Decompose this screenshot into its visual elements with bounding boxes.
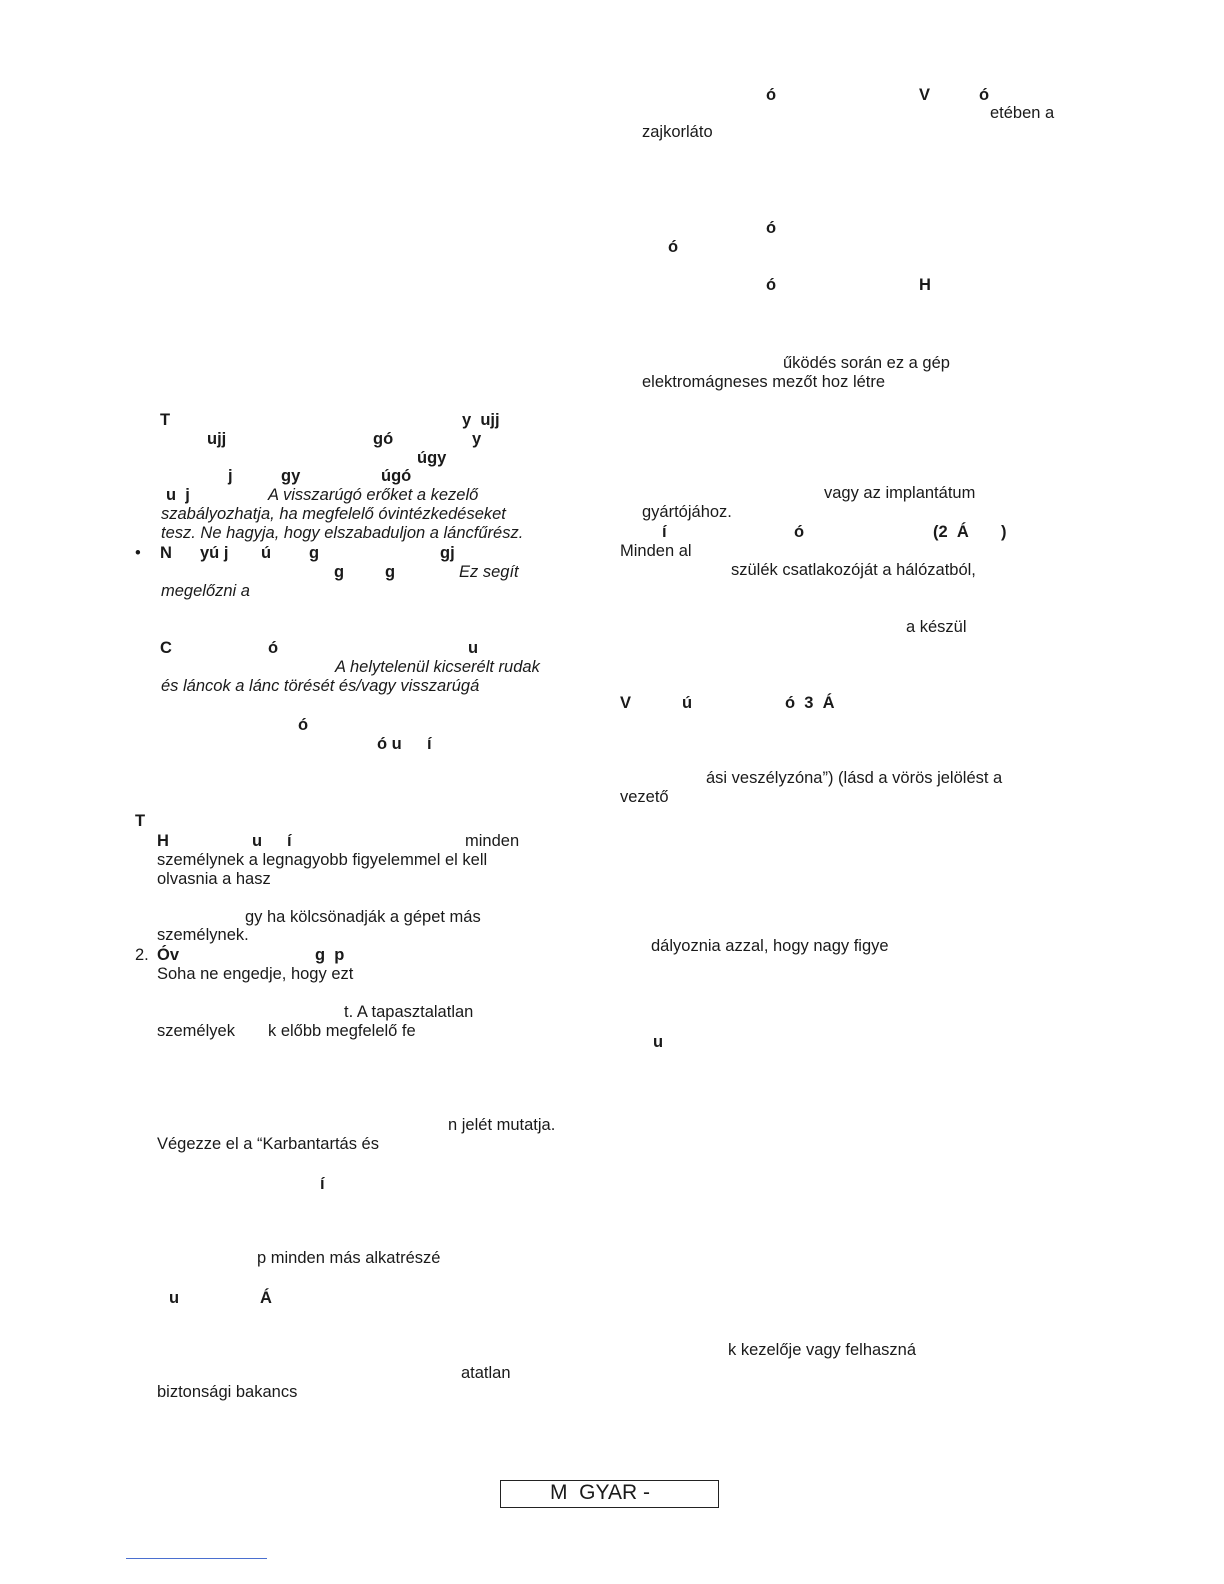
text-fragment: Minden al [620,542,692,560]
text-fragment: minden [465,832,520,850]
text-fragment: T [160,411,171,429]
text-fragment: és láncok a lánc törését és/vagy visszarúgá [161,677,480,695]
text-fragment: gj [440,544,455,562]
text-fragment: zajkorláto [642,123,713,141]
text-fragment: ási veszélyzóna”) (lásd a vörös jelölést a [706,769,1003,787]
text-fragment: V [919,86,931,104]
text-fragment: úgy [417,449,447,467]
text-fragment: személynek. [157,926,249,944]
text-fragment: A visszarúgó erőket a kezelő [268,486,479,504]
text-fragment: N [160,544,172,562]
footnote-rule [126,1558,267,1559]
text-fragment: A helytelenül kicserélt rudak [335,658,540,676]
text-fragment: személynek a legnagyobb figyelemmel el kell [157,851,488,869]
text-fragment: Óv [157,946,180,964]
text-fragment: ó [794,523,805,541]
text-fragment: n jelét mutatja. [448,1116,556,1134]
text-fragment: g [309,544,320,562]
text-fragment: H [157,832,169,850]
bullet: • [135,544,141,562]
text-fragment: úgó [381,467,412,485]
text-fragment: g p [315,946,345,964]
text-fragment: í [427,735,432,753]
text-fragment: y ujj [462,411,500,429]
text-fragment: u j [166,486,190,504]
text-fragment: j [228,467,233,485]
text-fragment: ujj [207,430,227,448]
text-fragment: etében a [990,104,1055,122]
text-fragment: u [653,1033,664,1051]
text-fragment: í [662,523,667,541]
text-fragment: k előbb megfelelő fe [268,1022,416,1040]
text-fragment: í [320,1175,325,1193]
text-fragment: gó [373,430,394,448]
text-fragment: C [160,639,172,657]
text-fragment: yú j [200,544,229,562]
text-fragment: gyártójához. [642,503,732,521]
text-fragment: ó [766,86,777,104]
text-fragment: ó [668,238,679,256]
text-fragment: elektromágneses mezőt hoz létre [642,373,886,391]
text-fragment: t. A tapasztalatlan [344,1003,474,1021]
text-fragment: űködés során ez a gép [783,354,950,372]
text-fragment: Soha ne engedje, hogy ezt [157,965,354,983]
text-fragment: (2 Á [933,523,969,541]
text-fragment: V [620,694,632,712]
text-fragment: tesz. Ne hagyja, hogy elszabaduljon a láncfűrész. [161,524,524,542]
text-fragment: g [385,563,396,581]
text-fragment: ó u [377,735,402,753]
text-fragment: u [252,832,263,850]
text-fragment: T [135,812,146,830]
text-fragment: u [468,639,479,657]
text-fragment: Á [260,1289,272,1307]
text-fragment: atatlan [461,1364,511,1382]
text-fragment: ó [979,86,990,104]
text-fragment: vezető [620,788,669,806]
text-fragment: Ez segít [459,563,519,581]
list-number: 2. [135,946,149,964]
text-fragment: személyek [157,1022,235,1040]
text-fragment: k kezelője vagy felhaszná [728,1341,917,1359]
text-fragment: a készül [906,618,967,636]
text-fragment: ) [1001,523,1007,541]
text-fragment: szabályozhatja, ha megfelelő óvintézkedéseket [161,505,506,523]
text-fragment: megelőzni a [161,582,250,600]
text-fragment: u [169,1289,180,1307]
text-fragment: y [472,430,482,448]
text-fragment: ú [682,694,693,712]
footer-label: M GYAR - [550,1481,650,1504]
text-fragment: vagy az implantátum [824,484,976,502]
text-fragment: ú [261,544,272,562]
text-fragment: biztonsági bakancs [157,1383,298,1401]
text-fragment: olvasnia a hasz [157,870,271,888]
text-fragment: ó [766,219,777,237]
text-fragment: ó [268,639,279,657]
text-fragment: í [287,832,292,850]
text-fragment: p minden más alkatrészé [257,1249,441,1267]
text-fragment: ó [766,276,777,294]
text-fragment: g [334,563,345,581]
text-fragment: gy ha kölcsönadják a gépet más [245,908,481,926]
text-fragment: H [919,276,931,294]
text-fragment: gy [281,467,301,485]
text-fragment: szülék csatlakozóját a hálózatból, [731,561,976,579]
text-fragment: Végezze el a “Karbantartás és [157,1135,379,1153]
text-fragment: dályoznia azzal, hogy nagy figye [651,937,889,955]
text-fragment: ó [298,716,309,734]
text-fragment: ó 3 Á [785,694,835,712]
